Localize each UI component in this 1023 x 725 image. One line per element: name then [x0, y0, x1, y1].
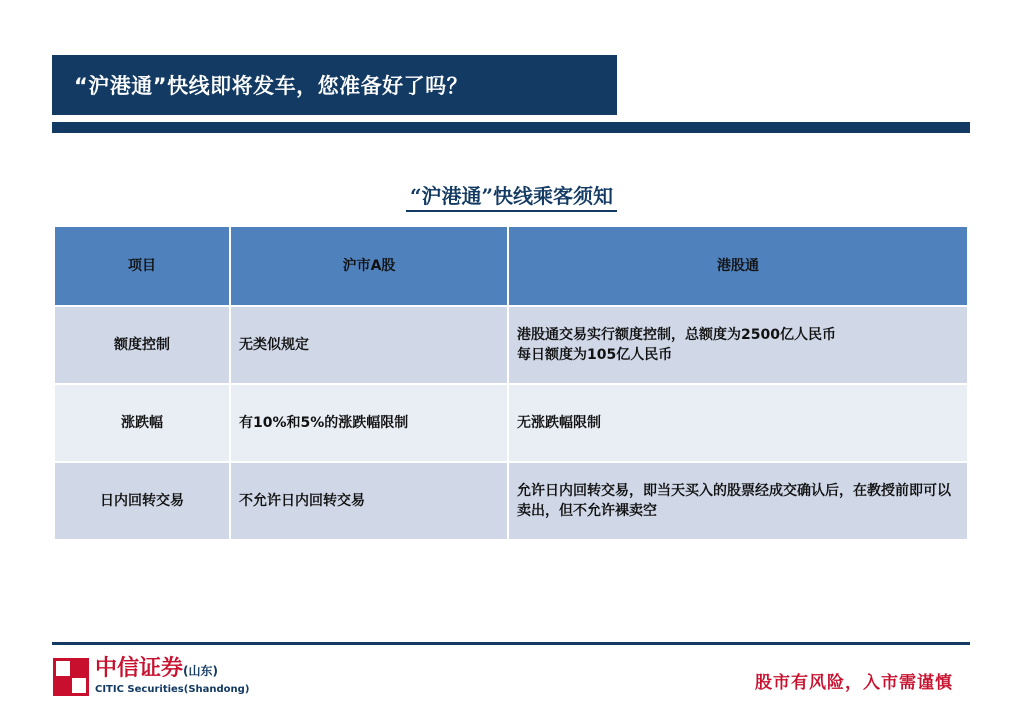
row-hk-connect-cell: 无涨跌幅限制	[508, 384, 968, 462]
table-row	[54, 384, 968, 462]
header-item: 项目	[54, 226, 230, 306]
table-row	[54, 462, 968, 540]
row-sh-a-share-cell: 不允许日内回转交易	[230, 462, 508, 540]
slide-title-box	[52, 55, 617, 115]
comparison-table	[53, 225, 969, 541]
row-hk-connect-cell: 允许日内回转交易，即当天买入的股票经成交确认后，在教授前即可以卖出，但不允许裸卖空	[508, 462, 968, 540]
footer-divider-bar	[52, 642, 970, 645]
citic-seal-icon	[53, 658, 89, 696]
table-subtitle-text: “沪港通”快线乘客须知	[406, 184, 617, 212]
row-item-label: 额度控制	[54, 306, 230, 384]
row-sh-a-share-cell: 无类似规定	[230, 306, 508, 384]
logo-region: (山东)	[183, 664, 218, 678]
row-sh-a-share-cell: 有10%和5%的涨跌幅限制	[230, 384, 508, 462]
logo-en: CITIC Securities(Shandong)	[95, 684, 250, 695]
header-sh-a-share: 沪市A股	[230, 226, 508, 306]
table-header-row	[54, 226, 968, 306]
table-subtitle	[0, 180, 1023, 209]
citic-logo	[53, 657, 249, 697]
slide-title: “沪港通”快线即将发车，您准备好了吗？	[74, 74, 469, 98]
title-divider-bar	[52, 122, 970, 133]
logo-text	[95, 657, 249, 697]
table-row	[54, 306, 968, 384]
header-hk-connect: 港股通	[508, 226, 968, 306]
row-item-label: 涨跌幅	[54, 384, 230, 462]
logo-cn	[95, 657, 249, 683]
row-hk-connect-cell: 港股通交易实行额度控制，总额度为2500亿人民币 每日额度为105亿人民币	[508, 306, 968, 384]
risk-slogan: 股市有风险，入市需谨慎	[755, 673, 953, 693]
logo-cn-name: 中信证券	[95, 656, 184, 681]
row-item-label: 日内回转交易	[54, 462, 230, 540]
